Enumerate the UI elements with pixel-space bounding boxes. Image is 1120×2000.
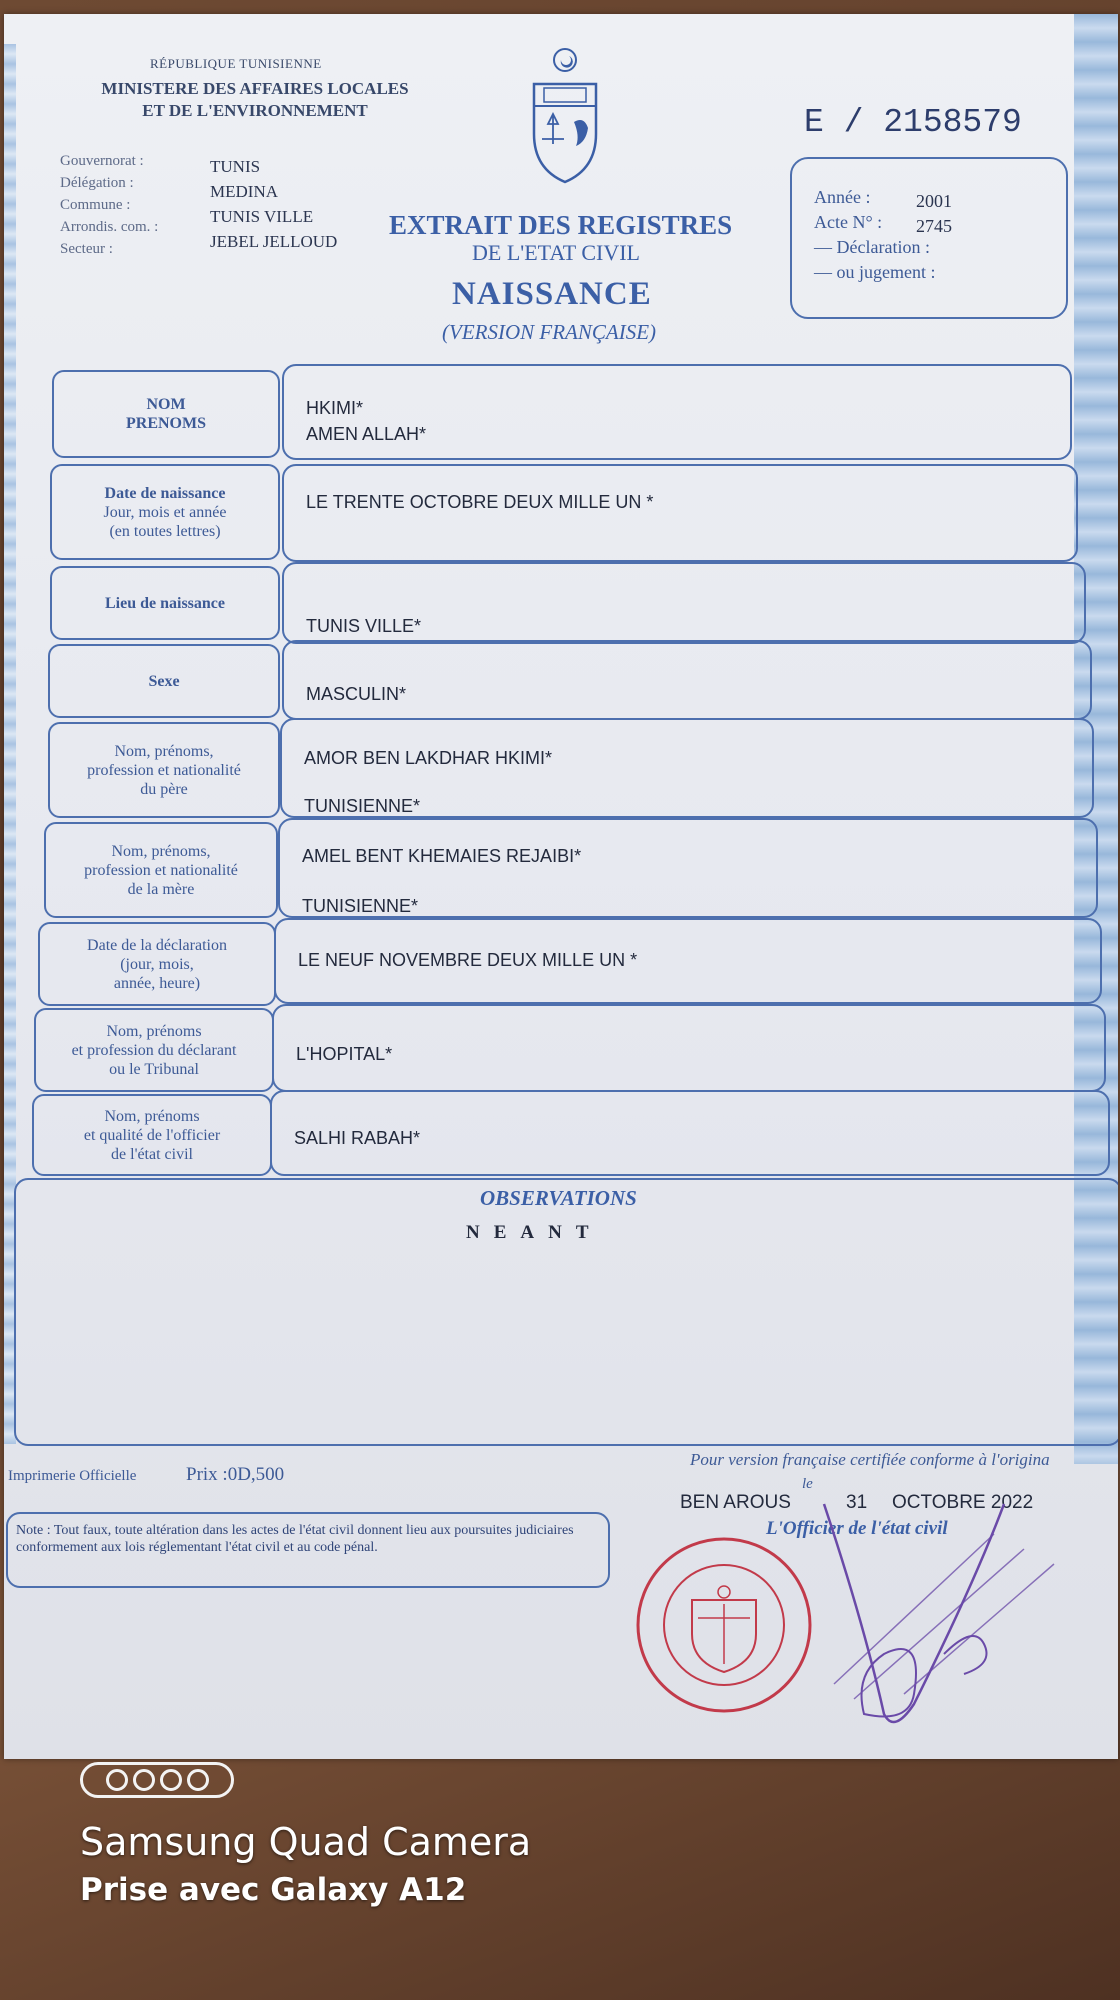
legal-note-box	[6, 1512, 610, 1588]
observations-title: OBSERVATIONS	[480, 1186, 637, 1210]
label-lieu-naissance: Lieu de naissance	[50, 566, 280, 640]
camera-lens-icon	[106, 1769, 128, 1791]
field-officier	[270, 1090, 1110, 1176]
value-prenoms: AMEN ALLAH*	[306, 424, 427, 444]
label-officier: Nom, prénoms et qualité de l'officier de l'état civil	[32, 1094, 272, 1176]
label-date-declaration: Date de la déclaration (jour, mois, année, heure)	[38, 922, 276, 1006]
ministry-line-2: ET DE L'ENVIRONNEMENT	[142, 101, 368, 120]
birth-certificate-document	[4, 14, 1118, 1759]
camera-brand-watermark: Samsung Quad Camera	[80, 1820, 532, 1864]
location-values	[210, 154, 337, 254]
value-lieu-naissance: TUNIS VILLE*	[306, 616, 422, 636]
value-pere-nom: AMOR BEN LAKDHAR HKIMI*	[304, 748, 553, 768]
value-declarant: L'HOPITAL*	[296, 1044, 393, 1064]
field-lieu-naissance	[282, 562, 1086, 644]
label-declaration: — Déclaration :	[814, 237, 930, 257]
issue-place: BEN AROUS	[680, 1492, 791, 1513]
registration-values	[916, 189, 952, 239]
value-mere-nationalite: TUNISIENNE*	[302, 896, 419, 916]
issue-month-year: OCTOBRE 2022	[892, 1492, 1034, 1513]
value-gouvernorat: TUNIS	[210, 157, 261, 176]
field-declarant	[272, 1004, 1106, 1092]
document-type: NAISSANCE	[452, 276, 652, 312]
label-sexe: Sexe	[48, 644, 280, 718]
republique-header: RÉPUBLIQUE TUNISIENNE	[150, 56, 322, 71]
commune-stamp-icon	[632, 1530, 816, 1720]
label-mere: Nom, prénoms, profession et nationalité de la mère	[44, 822, 278, 918]
reference-number: E / 2158579	[804, 104, 1022, 141]
label-commune: Commune :	[60, 197, 131, 213]
camera-logo-icon	[80, 1762, 234, 1798]
camera-model-watermark: Prise avec Galaxy A12	[80, 1872, 467, 1908]
value-mere-nom: AMEL BENT KHEMAIES REJAIBI*	[302, 846, 582, 866]
certification-note: Pour version française certifiée conforme à l'origina	[690, 1450, 1050, 1469]
label-declarant: Nom, prénoms et profession du déclarant ou le Tribunal	[34, 1008, 274, 1092]
ministry-line-1: MINISTERE DES AFFAIRES LOCALES	[101, 79, 409, 98]
imprimerie-label: Imprimerie Officielle	[8, 1468, 137, 1484]
document-title: EXTRAIT DES REGISTRES	[389, 210, 733, 240]
officier-title: L'Officier de l'état civil	[766, 1518, 948, 1539]
signature-icon	[794, 1484, 1094, 1744]
registration-box	[790, 157, 1068, 319]
value-date-naissance: LE TRENTE OCTOBRE DEUX MILLE UN *	[306, 492, 654, 512]
label-gouvernorat: Gouvernorat :	[60, 153, 144, 169]
value-acte: 2745	[916, 216, 952, 236]
observations-box	[14, 1178, 1118, 1446]
value-nom: HKIMI*	[306, 398, 364, 418]
document-version: (VERSION FRANÇAISE)	[442, 320, 657, 344]
label-acte: Acte N° :	[814, 212, 883, 232]
value-delegation: MEDINA	[210, 182, 278, 201]
label-annee: Année :	[814, 187, 871, 207]
issue-day: 31	[846, 1492, 868, 1513]
value-commune: TUNIS VILLE	[210, 207, 314, 226]
camera-lens-icon	[187, 1769, 209, 1791]
value-officier: SALHI RABAH*	[294, 1128, 421, 1148]
field-sexe	[282, 640, 1092, 720]
field-date-naissance	[282, 464, 1078, 562]
field-pere	[280, 718, 1094, 818]
label-delegation: Délégation :	[60, 175, 134, 191]
camera-lens-icon	[133, 1769, 155, 1791]
value-annee: 2001	[916, 191, 952, 211]
label-date-naissance: Date de naissance Jour, mois et année (en toutes lettres)	[50, 464, 280, 560]
camera-lens-icon	[160, 1769, 182, 1791]
field-date-declaration	[274, 918, 1102, 1004]
label-secteur: Secteur :	[60, 241, 113, 257]
tunisia-emblem-icon	[520, 44, 610, 194]
legal-note: Note : Tout faux, toute altération dans les actes de l'état civil donnent lieu aux poursuites judiciaires conformement aux lois réglementant l'état civil et au code pénal.	[16, 1523, 574, 1555]
value-arrondissement: JEBEL JELLOUD	[210, 232, 338, 251]
value-pere-nationalite: TUNISIENNE*	[304, 796, 421, 816]
value-sexe: MASCULIN*	[306, 684, 407, 704]
field-nom-prenoms	[282, 364, 1072, 460]
document-subtitle: DE L'ETAT CIVIL	[472, 240, 640, 265]
label-arrondissement: Arrondis. com. :	[60, 219, 159, 235]
label-pere: Nom, prénoms, profession et nationalité du père	[48, 722, 280, 818]
label-jugement: — ou jugement :	[814, 262, 936, 282]
price-label: Prix :0D,500	[186, 1464, 285, 1485]
value-date-declaration: LE NEUF NOVEMBRE DEUX MILLE UN *	[298, 950, 638, 970]
observations-value: NEANT	[466, 1222, 603, 1243]
location-labels	[60, 150, 158, 260]
issue-le: le	[802, 1476, 813, 1492]
field-mere	[278, 818, 1098, 918]
ministry-header	[70, 78, 440, 122]
label-nom-prenoms: NOM PRENOMS	[52, 370, 280, 458]
